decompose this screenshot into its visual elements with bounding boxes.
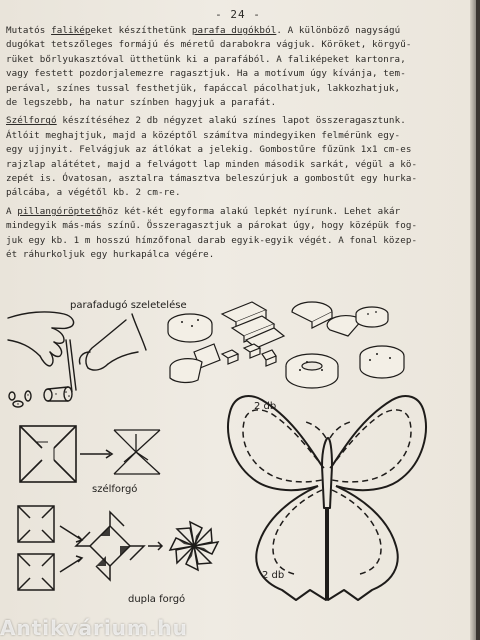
text-segment: pálcába, a végétől kb. 2 cm-re. — [6, 187, 181, 199]
text-segment: A — [6, 205, 18, 217]
text-segment: juk egy kb. 1 m hosszú hímzőfonal darab egyik-egyik végét. A fonal közep- — [6, 234, 418, 246]
text-segment: Átlóit meghajtjuk, majd a középtől számítva mindegyiken felmérünk egy- — [6, 129, 401, 141]
page-number: - 24 - — [215, 8, 261, 21]
butterfly-pattern — [222, 378, 432, 618]
label-pinwheel: szélforgó — [92, 484, 138, 495]
text-segment: perával, színes tussal festhetjük, fapáccal pácolhatjuk, lakkozhatjuk, — [6, 82, 401, 94]
label-double-pinwheel: dupla forgó — [128, 594, 186, 605]
underlined-term: pillangóröptető — [17, 205, 102, 217]
underlined-term: Szélforgó — [6, 115, 57, 127]
text-line — [6, 38, 424, 52]
paragraph — [6, 24, 424, 110]
text-segment: rüket bőrlyukasztóval ütthetünk ki a parafából. A faliképeket kartonra, — [6, 53, 406, 65]
double-pinwheel-illustration — [12, 500, 222, 600]
label-butterfly-top: 2 db — [254, 401, 277, 412]
text-line — [6, 186, 424, 200]
body-text — [6, 24, 424, 267]
text-line — [6, 67, 424, 81]
underlined-term: falikép — [51, 25, 91, 36]
page-edge — [470, 0, 476, 640]
text-line — [6, 234, 424, 248]
text-segment: de legszebb, ha natur színben hagyjuk a parafát. — [6, 97, 277, 109]
text-line — [6, 96, 424, 110]
cork-slicing-illustration — [6, 300, 166, 412]
watermark-logo: Antikvárium.hu — [0, 616, 188, 640]
text-line — [6, 53, 424, 67]
label-butterfly-bottom: 2 db — [262, 570, 285, 581]
text-segment: mindegyik más-más színű. Összeragasztjuk a párokat úgy, hogy középük fog- — [6, 220, 418, 232]
text-line — [6, 172, 424, 186]
text-segment: vagy festett pozdorjalemezre ragasztjuk. Ha a motívum úgy kívánja, tem- — [6, 68, 406, 80]
text-segment: egy ujjnyit. Felvágjuk az átlókat a jelekig. Gombostűre fűzünk 1x1 cm-es — [6, 144, 412, 156]
text-line — [6, 219, 424, 233]
text-line — [6, 129, 424, 143]
paragraph — [6, 114, 424, 200]
text-segment: ét ráhurkoljuk egy hurkapálca végére. — [6, 249, 215, 261]
text-segment: eket készíthetünk — [90, 25, 192, 36]
text-line — [6, 248, 424, 262]
text-segment: höz két-két egyforma alakú lepkét nyírunk. Lehet akár — [101, 205, 401, 217]
text-segment: dugókat tetszőleges formájú és méretű darabokra vágjuk. Köröket, körgyű- — [6, 39, 412, 51]
text-segment: . A különböző nagyságú — [276, 25, 401, 36]
text-line — [6, 158, 424, 172]
label-cork-slicing: parafadugó szeletelése — [70, 300, 187, 311]
text-segment: rajzlap alátétet, majd a felvágott lap minden második sarkát, végül a kö- — [6, 158, 418, 170]
text-segment: zepét is. Óvatosan, asztalra támasztva beleszúrjuk a gombostűt egy hurka- — [6, 173, 418, 185]
text-line — [6, 205, 424, 219]
paragraph — [6, 205, 424, 263]
text-line — [6, 82, 424, 96]
underlined-term: parafa dugókból — [191, 25, 277, 36]
text-segment: készítéséhez 2 db négyzet alakú színes lapot összeragasztunk. — [56, 115, 406, 127]
text-segment: Mutatós — [6, 25, 52, 36]
text-line — [6, 114, 424, 128]
text-line — [6, 24, 424, 38]
text-line — [6, 143, 424, 157]
